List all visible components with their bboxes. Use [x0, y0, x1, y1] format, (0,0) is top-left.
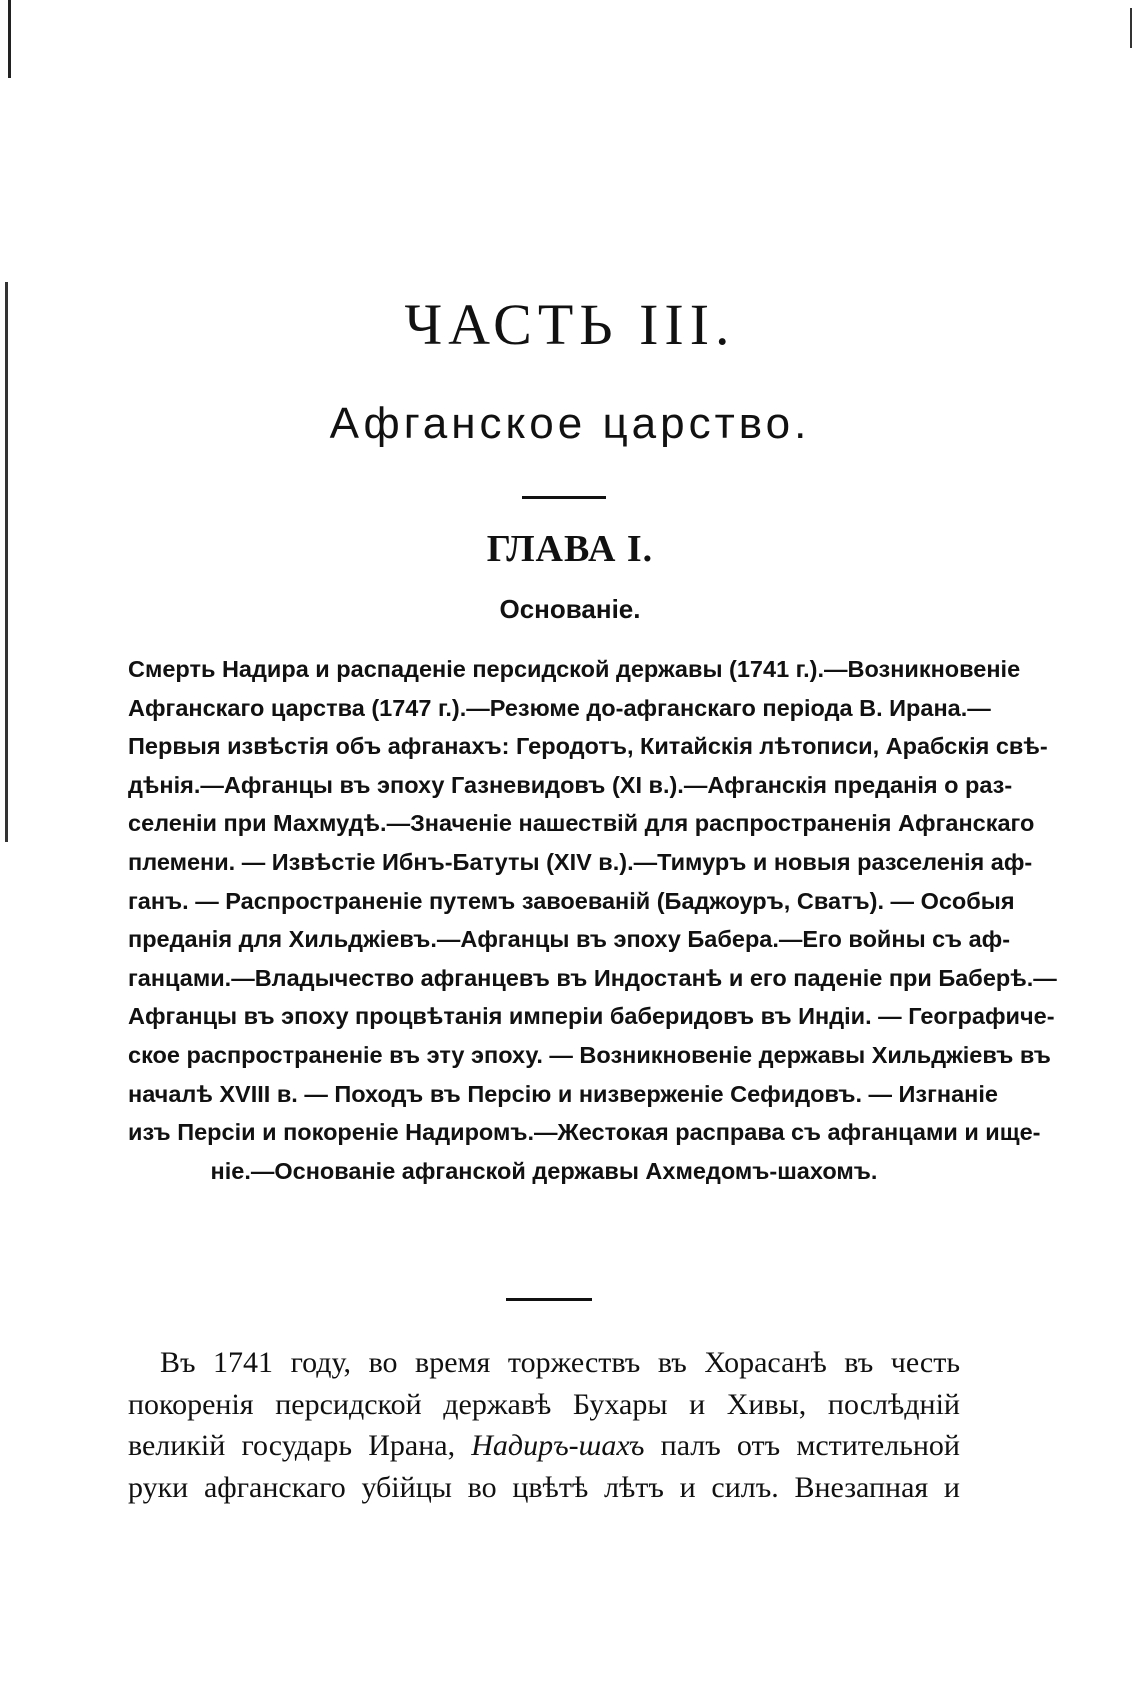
synopsis-line: Афганскаго царства (1747 г.).—Резюме до-афганскаго періода В. Ирана.—: [128, 694, 991, 721]
synopsis-line: селеніи при Махмудѣ.—Значеніе нашествій для распространенія Афганскаго: [128, 810, 1035, 837]
synopsis-line: ское распространеніе въ эту эпоху. — Возникновеніе державы Хильджіевъ въ: [128, 1041, 1051, 1068]
synopsis-line: изъ Персіи и покореніе Надиромъ.—Жестокая расправа съ афганцами и ище-: [128, 1119, 1041, 1146]
body-line: покоренія персидской державѣ Бухары и Хивы, послѣдній: [128, 1387, 960, 1421]
synopsis-line: началѣ XVIII в. — Походъ въ Персію и низверженіе Сефидовъ. — Изгнаніе: [128, 1080, 998, 1107]
divider-rule: [522, 496, 606, 499]
chapter-synopsis: [128, 650, 1057, 1190]
synopsis-line: ганцами.—Владычество афганцевъ въ Индостанѣ и его паденіе при Баберѣ.—: [128, 964, 1057, 991]
chapter-title: ГЛАВА I.: [486, 528, 654, 570]
part-title: ЧАСТЬ III.: [404, 292, 736, 357]
emphasized-name: Надиръ-шахъ: [471, 1429, 645, 1462]
body-text-segment: великій государь Ирана,: [128, 1429, 472, 1462]
synopsis-line: Афганцы въ эпоху процвѣтанія имперіи баберидовъ въ Индіи. — Географиче-: [128, 1003, 1055, 1030]
body-line: Въ 1741 году, во время торжествъ въ Хорасанѣ въ честь: [160, 1346, 960, 1379]
divider-rule: [506, 1298, 592, 1301]
synopsis-line: дѣнія.—Афганцы въ эпоху Газневидовъ (XI в.).—Афганскія преданія о раз-: [128, 771, 1013, 798]
body-paragraph: [128, 1342, 960, 1508]
synopsis-line: Первыя извѣстія объ афганахъ: Геродотъ, Китайскія лѣтописи, Арабскія свѣ-: [128, 733, 1048, 760]
scan-edge-mark: [8, 0, 11, 78]
synopsis-line: преданія для Хильджіевъ.—Афганцы въ эпоху Бабера.—Его войны съ аф-: [128, 926, 1011, 953]
body-text-segment: палъ отъ мстительной: [644, 1429, 960, 1462]
scan-edge-mark: [1130, 8, 1132, 48]
synopsis-line: ніе.—Основаніе афганской державы Ахмедомъ-шахомъ.: [210, 1157, 878, 1184]
synopsis-line: племени. — Извѣстіе Ибнъ-Батуты (XIV в.).—Тимуръ и новыя разселенія аф-: [128, 848, 1033, 875]
part-subtitle: Афганское царство.: [329, 399, 811, 448]
synopsis-line: Смерть Надира и распаденіе персидской державы (1741 г.).—Возникновеніе: [128, 656, 1021, 682]
synopsis-line: ганъ. — Распространеніе путемъ завоеваній (Баджоуръ, Сватъ). — Особыя: [128, 887, 1015, 914]
body-line: [128, 1425, 960, 1467]
body-line: руки афганскаго убійцы во цвѣтѣ лѣтъ и силъ. Внезапная и: [128, 1470, 960, 1504]
chapter-subtitle: Основаніе.: [499, 594, 641, 624]
